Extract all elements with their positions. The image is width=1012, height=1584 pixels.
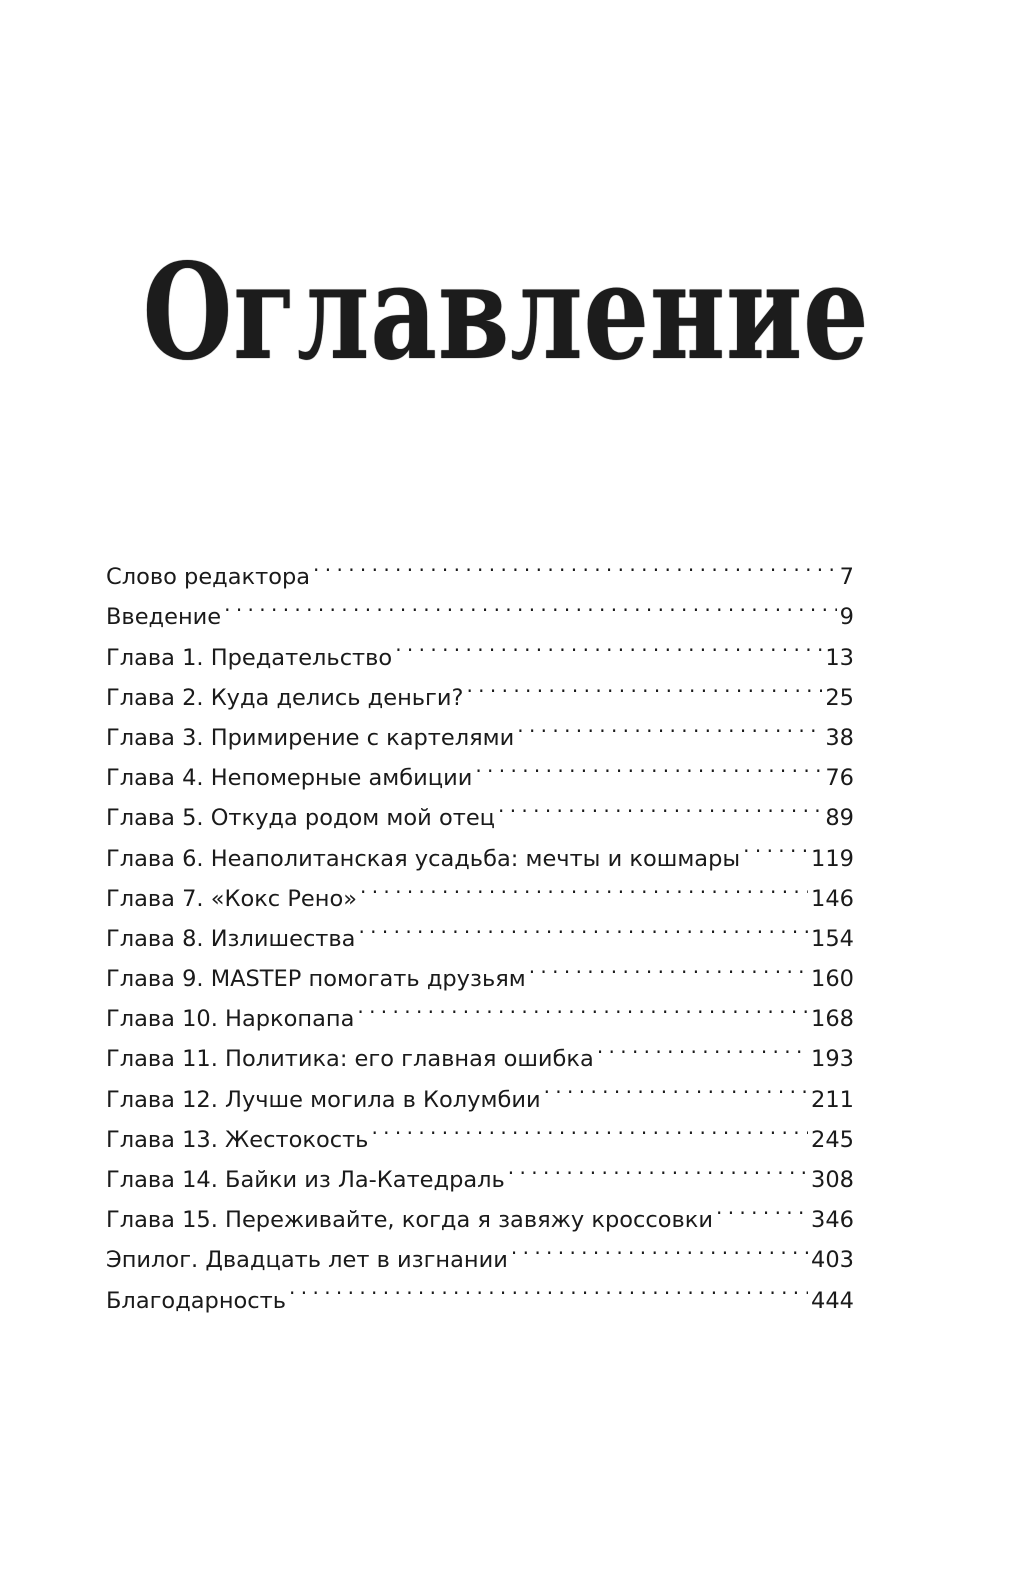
toc-entry-label: Глава 15. Переживайте, когда я завяжу кроссовки <box>106 1207 713 1234</box>
dot-leader <box>508 1147 808 1187</box>
toc-entry-label: Глава 9. MASTEP помогать друзьям <box>106 966 526 993</box>
toc-entry-label: Глава 4. Непомерные амбиции <box>106 765 473 792</box>
toc-entry-page: 444 <box>811 1287 854 1314</box>
toc-entry-label: Глава 10. Наркопапа <box>106 1006 355 1033</box>
dot-leader <box>224 584 837 624</box>
toc-entry-label: Введение <box>106 604 222 631</box>
toc-entry-label: Благодарность <box>106 1287 287 1314</box>
dot-leader <box>395 624 822 664</box>
table-of-contents <box>106 544 854 1314</box>
dot-leader <box>475 745 822 785</box>
toc-entry-page: 76 <box>825 765 854 792</box>
toc-entry-label: Глава 1. Предательство <box>106 644 393 671</box>
dot-leader <box>517 705 822 745</box>
toc-entry <box>106 544 854 591</box>
dot-leader <box>498 785 822 825</box>
toc-entry-page: 25 <box>825 684 854 711</box>
toc-entry-page: 146 <box>811 885 854 912</box>
toc-entry-page: 154 <box>811 925 854 952</box>
toc-entry-page: 89 <box>825 805 854 832</box>
dot-leader <box>313 544 837 584</box>
toc-entry-label: Слово редактора <box>106 564 311 591</box>
dot-leader <box>358 906 808 946</box>
dot-leader <box>716 1187 808 1227</box>
toc-entry-label: Глава 14. Байки из Ла-Катедраль <box>106 1167 505 1193</box>
toc-entry-page: 7 <box>839 564 854 591</box>
toc-entry-label: Глава 13. Жестокость <box>106 1126 369 1153</box>
toc-entry-label: Глава 11. Политика: его главная ошибка <box>106 1046 594 1073</box>
toc-entry-page: 193 <box>811 1046 854 1073</box>
toc-entry-page: 308 <box>811 1167 854 1193</box>
toc-entry-page: 9 <box>839 604 854 631</box>
toc-entry-page: 38 <box>825 724 854 751</box>
toc-entry-page: 168 <box>811 1006 854 1033</box>
toc-entry-label: Глава 2. Куда делись деньги? <box>106 684 464 711</box>
toc-entry-page: 119 <box>811 845 854 872</box>
toc-entry-label: Глава 6. Неаполитанская усадьба: мечты и кошмары <box>106 845 741 872</box>
dot-leader <box>289 1267 808 1307</box>
toc-entry-page: 211 <box>811 1086 854 1113</box>
toc-entry-page: 403 <box>811 1247 854 1274</box>
dot-leader <box>511 1227 808 1267</box>
dot-leader <box>743 825 808 865</box>
dot-leader <box>360 866 808 906</box>
dot-leader <box>466 665 822 705</box>
toc-entry-label: Глава 7. «Кокс Рено» <box>106 885 357 912</box>
toc-entry-label: Эпилог. Двадцать лет в изгнании <box>106 1247 508 1274</box>
page-title: Оглавление <box>142 235 870 391</box>
dot-leader <box>371 1107 808 1147</box>
dot-leader <box>597 1026 808 1066</box>
toc-entry-page: 245 <box>811 1126 854 1153</box>
toc-entry-page: 160 <box>811 966 854 993</box>
toc-entry-page: 346 <box>811 1207 854 1234</box>
toc-entry-page: 13 <box>825 644 854 671</box>
toc-entry-label: Глава 8. Излишества <box>106 925 356 952</box>
toc-entry-label: Глава 12. Лучше могила в Колумбии <box>106 1086 541 1113</box>
dot-leader <box>529 946 808 986</box>
toc-entry-label: Глава 3. Примирение с картелями <box>106 724 515 751</box>
dot-leader <box>544 1066 808 1106</box>
dot-leader <box>357 986 808 1026</box>
toc-entry-label: Глава 5. Откуда родом мой отец <box>106 805 495 832</box>
